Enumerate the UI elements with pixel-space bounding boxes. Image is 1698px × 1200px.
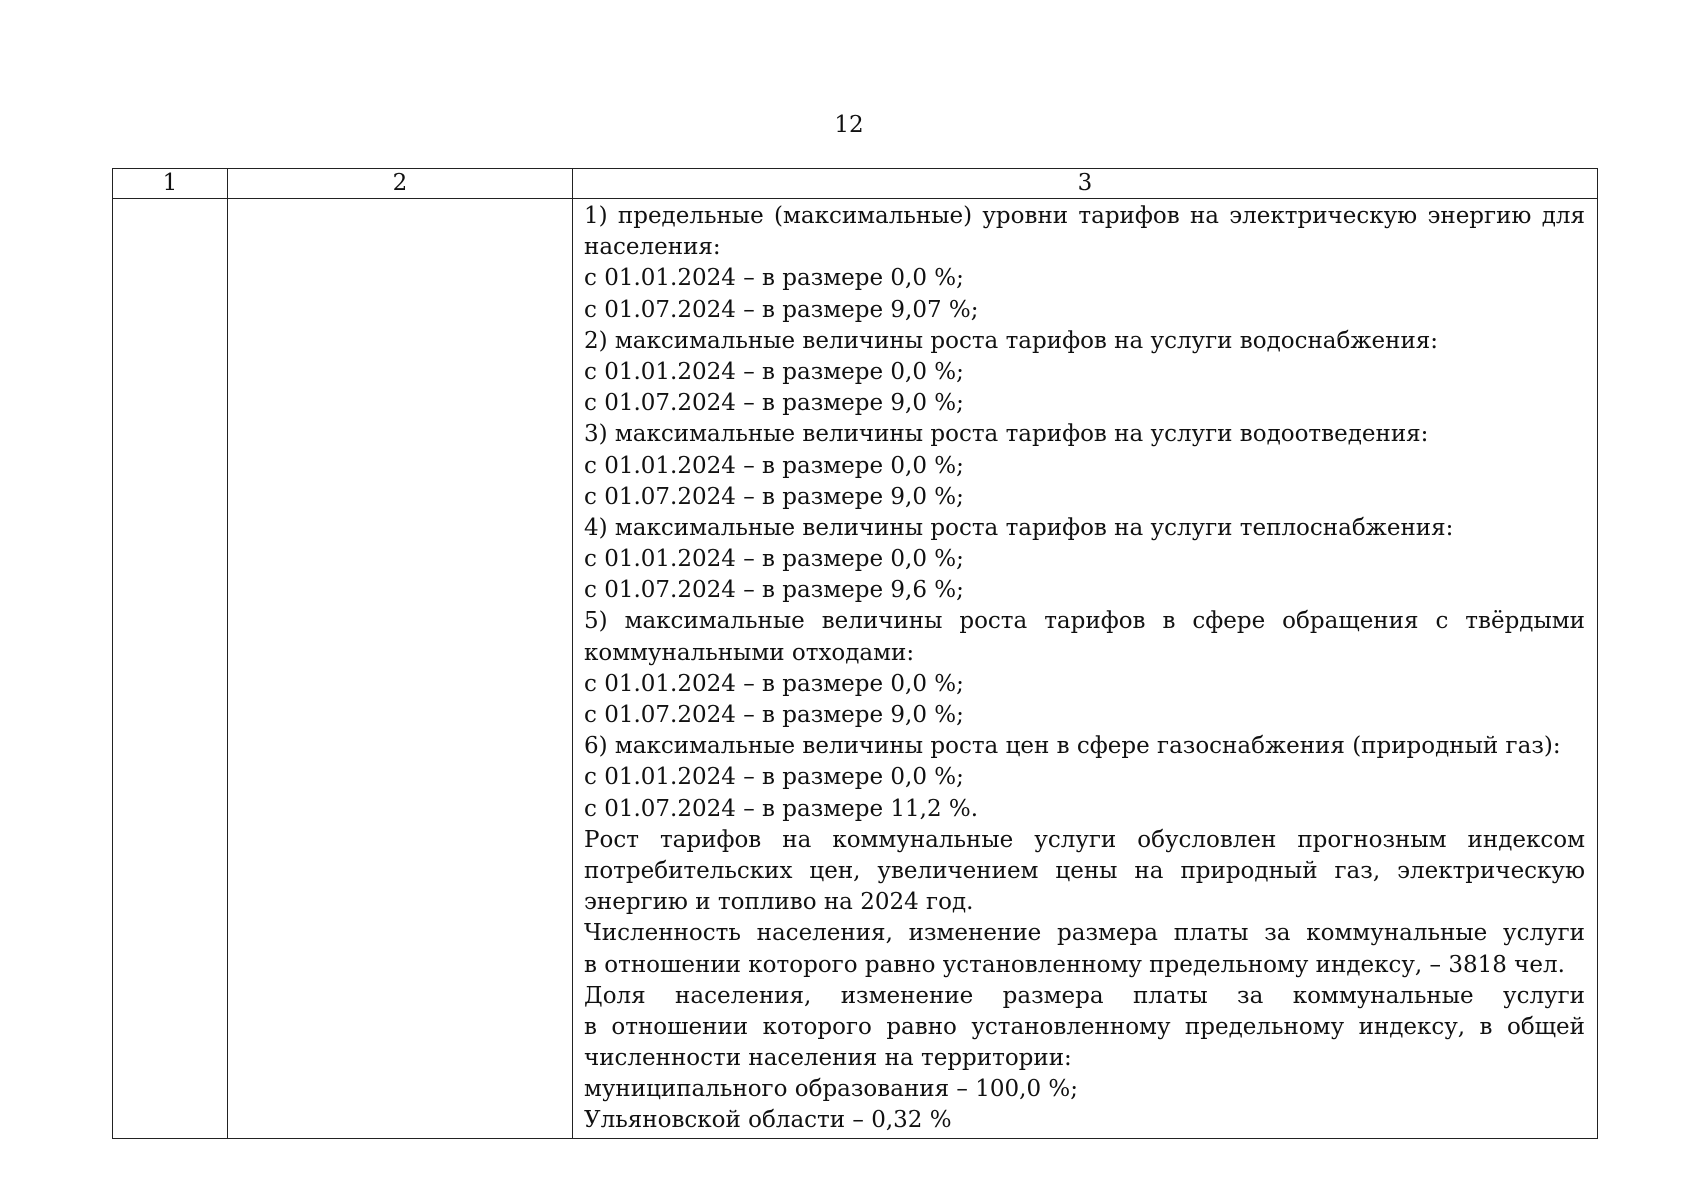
- cell-column-3: [573, 199, 1598, 1139]
- text-line: с 01.07.2024 – в размере 9,07 %;: [584, 296, 979, 323]
- text-line: населения:: [584, 234, 721, 261]
- text-line: с 01.07.2024 – в размере 9,0 %;: [584, 702, 964, 728]
- page-number: 12: [834, 112, 864, 138]
- text-line: 2) максимальные величины роста тарифов на услуги водоснабжения:: [584, 327, 1439, 354]
- text-line: 5) максимальные величины роста тарифов в сфере обращения с твёрдыми: [584, 608, 1585, 635]
- text-line: 6) максимальные величины роста цен в сфере газоснабжения (природный газ):: [584, 733, 1561, 760]
- text-line: 4) максимальные величины роста тарифов на услуги теплоснабжения:: [584, 514, 1454, 541]
- cell-column-1: [113, 199, 228, 1139]
- text-line: коммунальными отходами:: [584, 639, 915, 666]
- column-header-3: 3: [573, 169, 1598, 199]
- column-header-2: 2: [228, 169, 573, 199]
- text-line: Доля населения, изменение размера платы за коммунальные услуги: [584, 982, 1585, 1009]
- text-line: с 01.01.2024 – в размере 0,0 %;: [584, 670, 964, 697]
- table-header-row: [113, 169, 1598, 199]
- text-line: Ульяновской области – 0,32 %: [584, 1107, 952, 1134]
- text-line: в отношении которого равно установленному предельному индексу, в общей: [584, 1013, 1585, 1040]
- table-row: [113, 199, 1598, 1139]
- text-line: муниципального образования – 100,0 %;: [584, 1076, 1078, 1103]
- column-header-1: 1: [113, 169, 228, 199]
- tariff-table: [112, 168, 1598, 1139]
- text-line: с 01.01.2024 – в размере 0,0 %;: [584, 764, 964, 791]
- text-line: с 01.01.2024 – в размере 0,0 %;: [584, 546, 964, 573]
- text-line: Рост тарифов на коммунальные услуги обусловлен прогнозным индексом: [584, 826, 1585, 853]
- text-line: с 01.07.2024 – в размере 9,0 %;: [584, 390, 964, 417]
- text-line: с 01.07.2024 – в размере 9,6 %;: [584, 577, 964, 604]
- text-line: с 01.01.2024 – в размере 0,0 %;: [584, 265, 964, 292]
- text-line: энергию и топливо на 2024 год.: [584, 889, 974, 916]
- text-line: 1) предельные (максимальные) уровни тарифов на электрическую энергию для: [584, 203, 1585, 229]
- text-line: численности населения на территории:: [584, 1045, 1072, 1072]
- text-line: потребительских цен, увеличением цены на природный газ, электрическую: [584, 857, 1585, 884]
- text-line: 3) максимальные величины роста тарифов на услуги водоотведения:: [584, 421, 1429, 448]
- text-line: в отношении которого равно установленному предельному индексу, – 3818 чел.: [584, 951, 1565, 978]
- text-line: с 01.07.2024 – в размере 9,0 %;: [584, 483, 964, 510]
- text-line: с 01.07.2024 – в размере 11,2 %.: [584, 795, 979, 822]
- cell-column-2: [228, 199, 573, 1139]
- text-line: Численность населения, изменение размера платы за коммунальные услуги: [584, 920, 1585, 947]
- text-line: с 01.01.2024 – в размере 0,0 %;: [584, 452, 964, 479]
- text-line: с 01.01.2024 – в размере 0,0 %;: [584, 358, 964, 385]
